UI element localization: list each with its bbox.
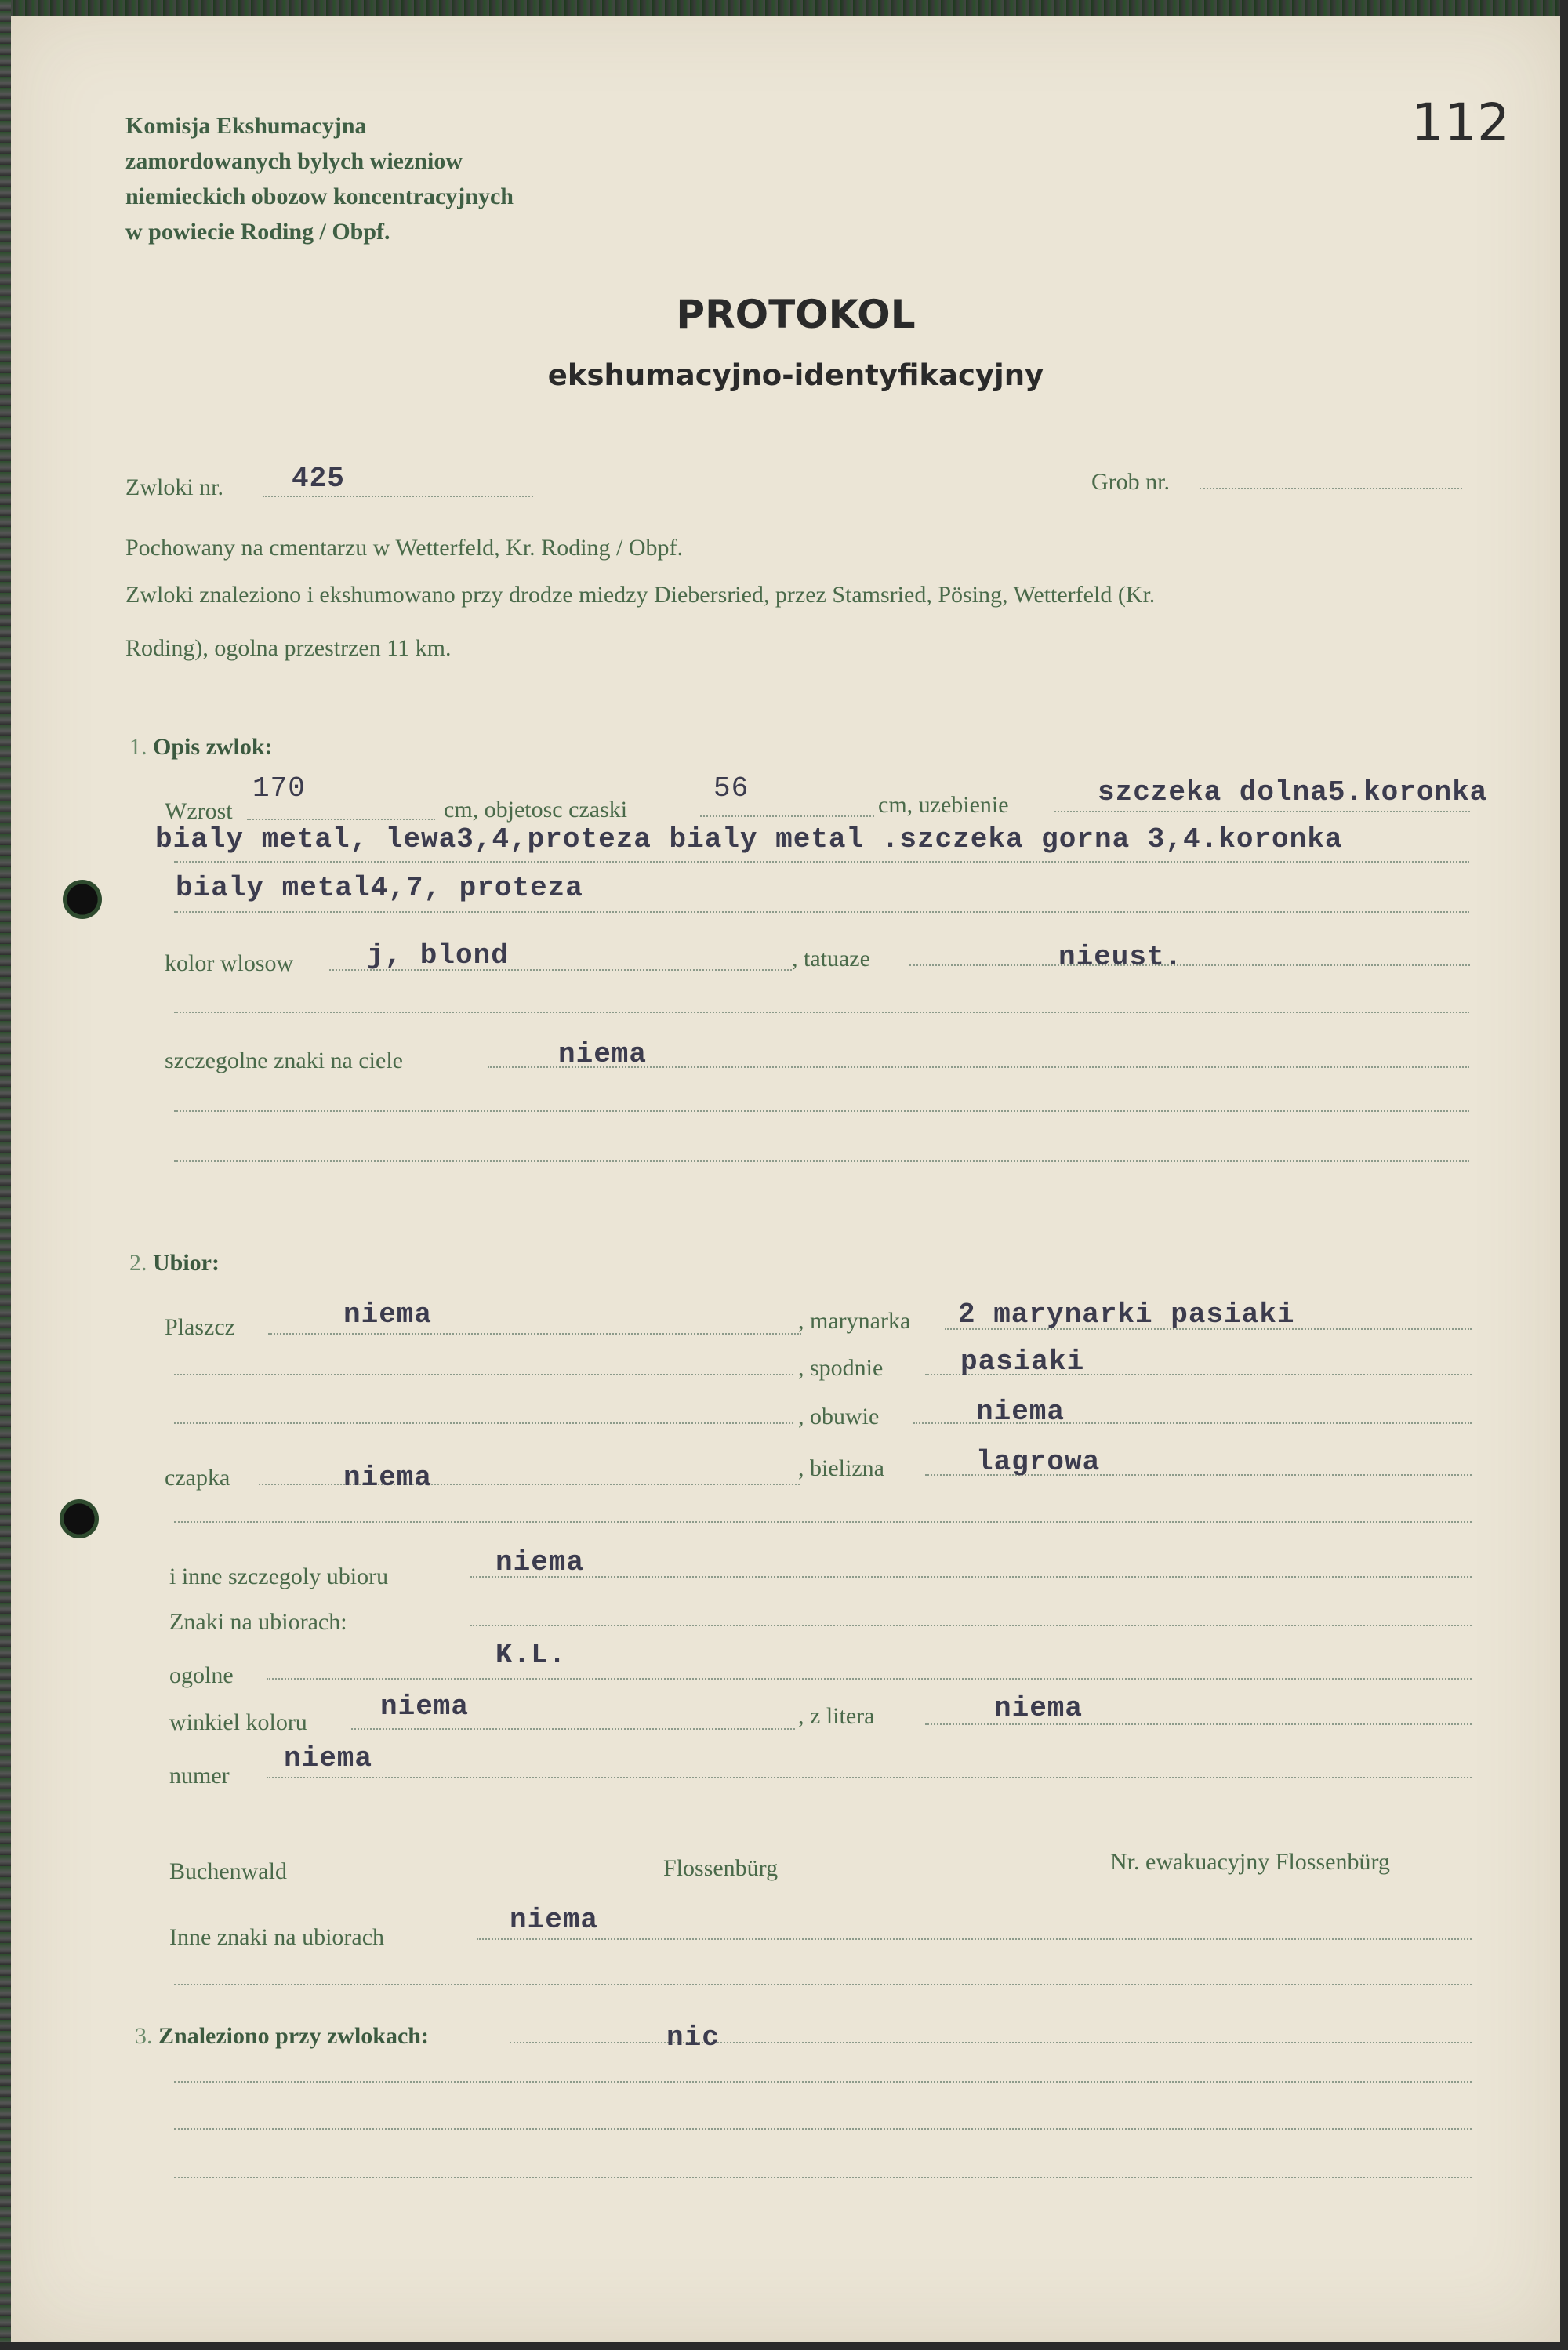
znaki-value: niema [558,1038,648,1070]
plaszcz-label: Plaszcz [165,1314,235,1340]
inne-szczegoly-line [470,1576,1472,1578]
zwloki-label: Zwloki nr. [125,474,223,500]
section-3-extra-line-3 [174,2177,1472,2178]
winkiel-value: niema [380,1691,470,1723]
znaki-extra-line-1 [174,1110,1469,1112]
section-3-title: Znaleziono przy zwlokach: [158,2023,429,2049]
section-3-number: 3. [135,2023,153,2049]
znaki-na-ubiorach-label: Znaki na ubiorach: [169,1609,347,1635]
pochowany-text: Pochowany na cmentarzu w Wetterfeld, Kr. Roding / Obpf. [125,535,684,561]
znaki-label: szczegolne znaki na ciele [165,1048,403,1073]
header-line-1: Komisja Ekshumacyjna [125,113,367,139]
inne-znaki-line [477,1938,1472,1940]
inne-znaki-extra-line [174,1984,1472,1985]
czapka-value: niema [343,1462,433,1494]
marynarka-label: , marynarka [798,1308,911,1334]
numer-value: niema [284,1742,373,1774]
kolor-label: kolor wlosow [165,950,294,976]
section-3-value: nic [666,2021,720,2054]
winkiel-line [351,1728,795,1730]
buchenwald-label: Buchenwald [169,1858,287,1884]
plaszcz-line [268,1333,801,1335]
winkiel-label: winkiel koloru [169,1709,307,1735]
wzrost-line [247,819,435,820]
inne-szczegoly-value: niema [495,1546,585,1578]
punch-hole-top [63,880,102,919]
numer-line [267,1777,1472,1778]
section-3-extra-line-2 [174,2128,1472,2130]
grob-label: Grob nr. [1091,469,1170,495]
zwloki-line [263,496,533,497]
section-1-number: 1. [129,734,147,760]
bielizna-value: lagrowa [976,1446,1101,1478]
nr-ewakuacyjny-label: Nr. ewakuacyjny Flossenbürg [1110,1849,1390,1875]
inne-szczegoly-label: i inne szczegoly ubioru [169,1564,389,1589]
obuwie-left-line [174,1422,793,1424]
kolor-value: j, blond [367,939,509,972]
obuwie-label: , obuwie [798,1404,880,1429]
section-3-line [510,2042,1472,2043]
numer-label: numer [169,1763,230,1789]
uzebienie-label: cm, uzebienie [878,792,1009,818]
kolor-extra-line [174,1012,1469,1013]
section-3-extra-line-1 [174,2081,1472,2083]
spodnie-label: , spodnie [798,1355,884,1381]
scan-top-edge [0,0,1568,16]
spodnie-value: pasiaki [960,1346,1085,1378]
section-2-heading [129,1250,220,1277]
flossenburg-label: Flossenbürg [663,1855,779,1881]
document-subtitle: ekshumacyjno-identyfikacyjny [547,358,1044,392]
tatuaze-label: , tatuaze [792,946,870,972]
tatuaze-value: nieust. [1058,941,1183,973]
czapka-label: czapka [165,1465,230,1491]
uzebienie-value-3: bialy metal4,7, proteza [176,872,583,904]
z-litera-value: niema [994,1692,1083,1724]
header-line-2: zamordowanych bylych wiezniow [125,148,463,174]
znaleziono-line-1: Zwloki znaleziono i ekshumowano przy drodze miedzy Diebersried, przez Stamsried, Pösing, Wetterfeld (Kr. [125,582,1156,608]
znaki-extra-line-2 [174,1160,1469,1162]
ogolne-label: ogolne [169,1662,234,1688]
scan-right-edge [1560,0,1568,2350]
scan-bottom-edge [0,2342,1568,2350]
bielizna-extra-line [174,1521,1472,1523]
document-title: PROTOKOL [676,292,916,337]
zwloki-value: 425 [292,463,345,495]
czaszka-value: 56 [713,772,750,805]
inne-znaki-label: Inne znaki na ubiorach [169,1924,385,1950]
plaszcz-value: niema [343,1298,433,1331]
section-1-heading [129,734,273,761]
czapka-line [259,1484,800,1485]
punch-hole-bottom [60,1499,99,1538]
grob-line [1200,488,1462,489]
uzebienie-line-2 [174,861,1469,863]
section-3-heading [135,2023,429,2050]
header-line-4: w powiecie Roding / Obpf. [125,219,390,245]
czaszka-label: cm, objetosc czaski [444,797,628,823]
section-1-title: Opis zwlok: [153,734,273,760]
scan-left-edge [0,0,11,2350]
marynarka-value: 2 marynarki pasiaki [958,1298,1295,1331]
inne-znaki-value: niema [510,1904,599,1936]
ogolne-value: K.L. [495,1639,567,1671]
z-litera-label: , z litera [798,1703,875,1729]
uzebienie-line-3 [174,911,1469,913]
wzrost-label: Wzrost [165,798,233,824]
uzebienie-line [1054,811,1470,812]
tatuaze-line [909,964,1470,966]
obuwie-value: niema [976,1396,1065,1428]
uzebienie-value-2: bialy metal, lewa3,4,proteza bialy metal .szczeka gorna 3,4.koronka [155,823,1343,855]
uzebienie-value-1: szczeka dolna5.koronka [1098,776,1488,808]
ogolne-line [267,1678,1472,1680]
wzrost-value: 170 [252,772,306,805]
page-number: 112 [1411,93,1510,153]
spodnie-left-line [174,1374,793,1375]
header-line-3: niemieckich obozow koncentracyjnych [125,183,514,209]
czaszka-line [700,815,874,817]
znaleziono-line-2: Roding), ogolna przestrzen 11 km. [125,635,452,661]
section-2-number: 2. [129,1250,147,1276]
bielizna-label: , bielizna [798,1455,884,1481]
znaki-na-ubiorach-line [470,1625,1472,1626]
section-2-title: Ubior: [153,1250,220,1276]
